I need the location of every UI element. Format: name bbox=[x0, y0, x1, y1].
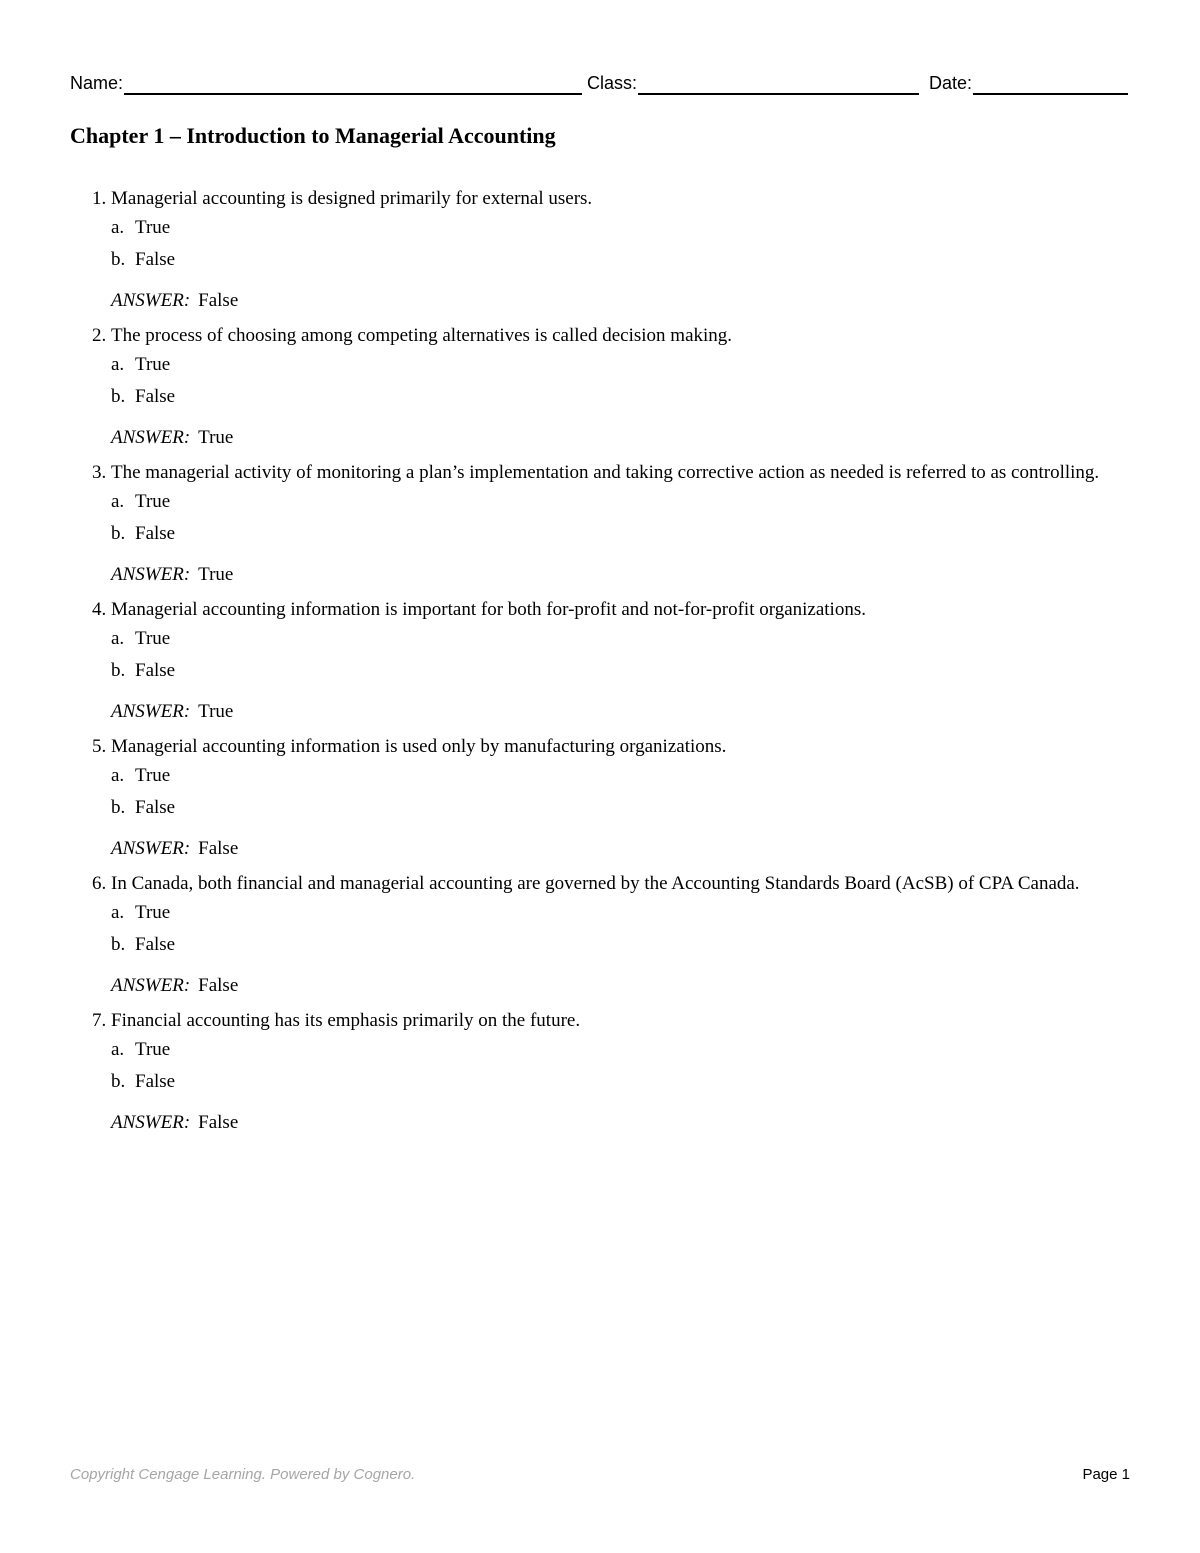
footer-page-number: Page 1 bbox=[1082, 1466, 1130, 1483]
question-item bbox=[70, 460, 1130, 586]
name-field bbox=[70, 71, 582, 95]
answer-option bbox=[111, 518, 1130, 550]
question-item bbox=[70, 871, 1130, 997]
option-text: False bbox=[135, 660, 176, 681]
answer-option bbox=[111, 1034, 1130, 1066]
answer-label: ANSWER: bbox=[111, 838, 191, 859]
question-item bbox=[70, 323, 1130, 449]
answer-label: ANSWER: bbox=[111, 290, 191, 311]
option-letter: b. bbox=[111, 386, 126, 407]
class-field bbox=[587, 71, 919, 95]
question-number: 3. bbox=[92, 462, 111, 483]
answer-line bbox=[111, 290, 1130, 312]
option-letter: b. bbox=[111, 934, 126, 955]
answer-line bbox=[111, 427, 1130, 449]
option-letter: a. bbox=[111, 902, 125, 923]
question-text: Managerial accounting is designed primarily for external users. bbox=[111, 188, 593, 209]
option-text: True bbox=[135, 628, 171, 649]
question-row bbox=[70, 871, 1130, 897]
question-number: 4. bbox=[92, 599, 111, 620]
answer-value: True bbox=[198, 564, 234, 585]
class-label: Class: bbox=[587, 73, 638, 93]
answer-line bbox=[111, 701, 1130, 723]
option-letter: b. bbox=[111, 523, 126, 544]
question-number: 1. bbox=[92, 188, 111, 209]
question-text: The process of choosing among competing alternatives is called decision making. bbox=[111, 325, 733, 346]
option-letter: a. bbox=[111, 354, 125, 375]
question-text: The managerial activity of monitoring a plan’s implementation and taking corrective action as needed is referred to as controlling. bbox=[111, 462, 1100, 483]
answer-value: False bbox=[198, 975, 239, 996]
answer-label: ANSWER: bbox=[111, 701, 191, 722]
option-letter: b. bbox=[111, 660, 126, 681]
class-blank-line[interactable] bbox=[638, 73, 919, 95]
answer-option bbox=[111, 655, 1130, 687]
question-number: 2. bbox=[92, 325, 111, 346]
question-row bbox=[70, 734, 1130, 760]
question-item bbox=[70, 597, 1130, 723]
answer-value: False bbox=[198, 290, 239, 311]
option-text: False bbox=[135, 249, 176, 270]
option-letter: a. bbox=[111, 765, 125, 786]
date-blank-line[interactable] bbox=[973, 73, 1128, 95]
footer-copyright: Copyright Cengage Learning. Powered by Cognero. bbox=[70, 1466, 416, 1483]
answer-value: True bbox=[198, 427, 234, 448]
option-letter: b. bbox=[111, 1071, 126, 1092]
option-letter: b. bbox=[111, 797, 126, 818]
answer-line bbox=[111, 564, 1130, 586]
option-text: False bbox=[135, 523, 176, 544]
date-label: Date: bbox=[929, 73, 973, 93]
answer-option bbox=[111, 212, 1130, 244]
option-letter: a. bbox=[111, 217, 125, 238]
option-letter: a. bbox=[111, 1039, 125, 1060]
answer-label: ANSWER: bbox=[111, 975, 191, 996]
page-title: Chapter 1 – Introduction to Managerial Accounting bbox=[70, 123, 556, 148]
question-text: Managerial accounting information is used only by manufacturing organizations. bbox=[111, 736, 727, 757]
question-item bbox=[70, 186, 1130, 312]
option-text: True bbox=[135, 902, 171, 923]
name-label: Name: bbox=[70, 73, 124, 93]
answer-option bbox=[111, 1066, 1130, 1098]
answer-option bbox=[111, 897, 1130, 929]
question-item bbox=[70, 1008, 1130, 1134]
option-text: False bbox=[135, 797, 176, 818]
option-letter: a. bbox=[111, 628, 125, 649]
answer-value: True bbox=[198, 701, 234, 722]
answer-line bbox=[111, 975, 1130, 997]
answer-option bbox=[111, 349, 1130, 381]
option-text: True bbox=[135, 765, 171, 786]
question-list bbox=[70, 186, 1130, 1145]
question-number: 5. bbox=[92, 736, 111, 757]
option-text: True bbox=[135, 217, 171, 238]
question-row bbox=[70, 323, 1130, 349]
answer-label: ANSWER: bbox=[111, 1112, 191, 1133]
answer-value: False bbox=[198, 838, 239, 859]
date-field bbox=[929, 71, 1128, 95]
name-blank-line[interactable] bbox=[124, 73, 582, 95]
question-number: 7. bbox=[92, 1010, 111, 1031]
option-text: False bbox=[135, 386, 176, 407]
answer-option bbox=[111, 792, 1130, 824]
option-text: False bbox=[135, 934, 176, 955]
option-letter: a. bbox=[111, 491, 125, 512]
question-text: Managerial accounting information is important for both for-profit and not-for-profit organizations. bbox=[111, 599, 866, 620]
question-row bbox=[70, 186, 1130, 212]
question-row bbox=[70, 1008, 1130, 1034]
answer-line bbox=[111, 1112, 1130, 1134]
answer-line bbox=[111, 838, 1130, 860]
option-text: True bbox=[135, 1039, 171, 1060]
answer-value: False bbox=[198, 1112, 239, 1133]
header-fields bbox=[70, 71, 1130, 97]
answer-option bbox=[111, 623, 1130, 655]
question-row bbox=[70, 460, 1130, 486]
question-text: In Canada, both financial and managerial accounting are governed by the Accounting Standards Board (AcSB) of CPA Canada. bbox=[111, 873, 1080, 894]
answer-option bbox=[111, 760, 1130, 792]
option-text: True bbox=[135, 354, 171, 375]
answer-option bbox=[111, 929, 1130, 961]
answer-option bbox=[111, 381, 1130, 413]
answer-label: ANSWER: bbox=[111, 564, 191, 585]
question-number: 6. bbox=[92, 873, 111, 894]
question-row bbox=[70, 597, 1130, 623]
option-letter: b. bbox=[111, 249, 126, 270]
answer-option bbox=[111, 244, 1130, 276]
question-item bbox=[70, 734, 1130, 860]
answer-label: ANSWER: bbox=[111, 427, 191, 448]
option-text: False bbox=[135, 1071, 176, 1092]
question-text: Financial accounting has its emphasis primarily on the future. bbox=[111, 1010, 581, 1031]
answer-option bbox=[111, 486, 1130, 518]
option-text: True bbox=[135, 491, 171, 512]
